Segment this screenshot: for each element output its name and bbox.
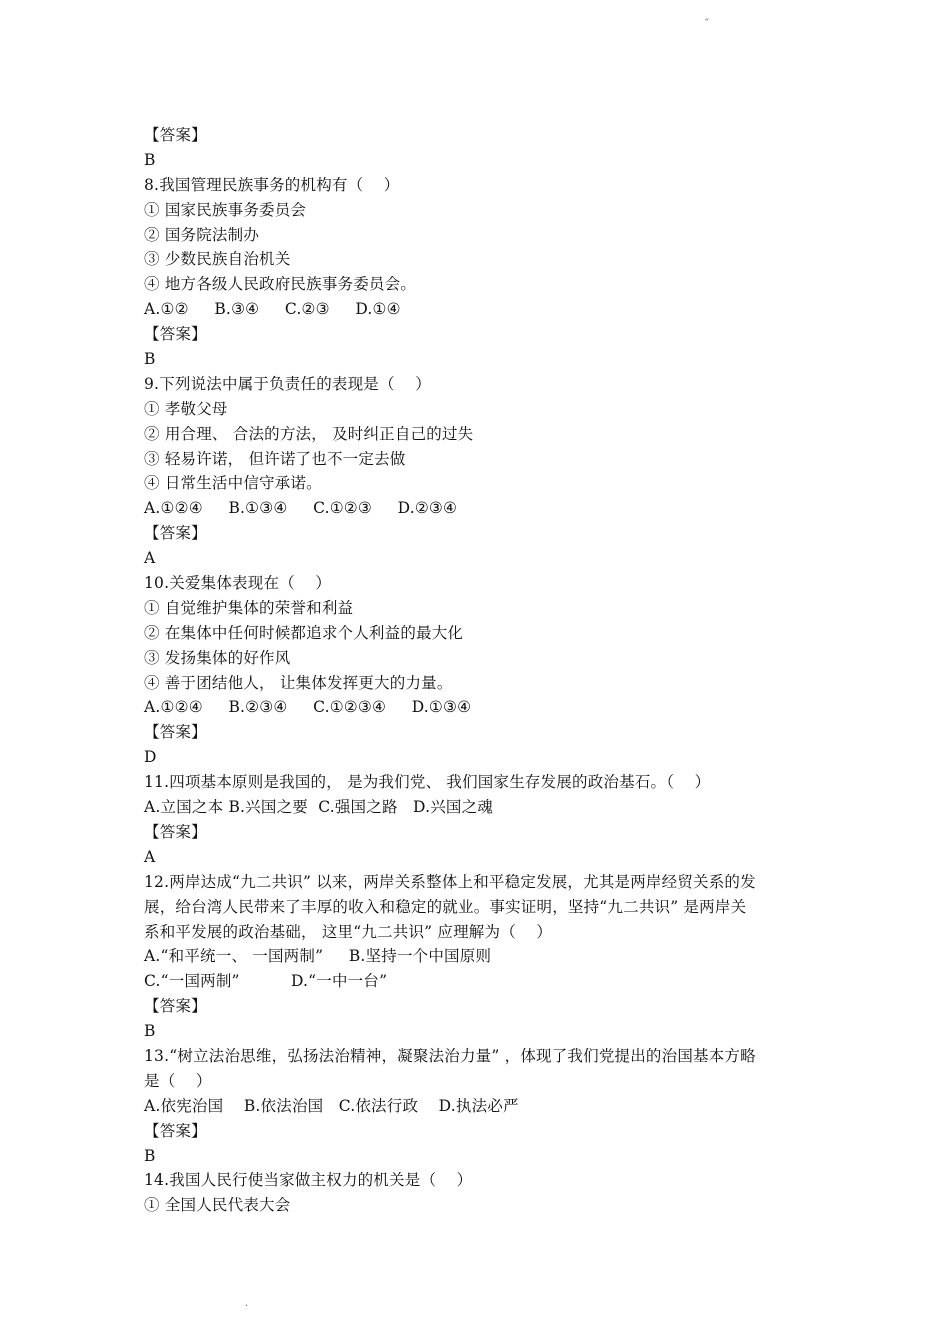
- header-mark: ˝: [704, 19, 709, 30]
- question-12-options-row-2: C.“一国两制” D.“一中一台”: [144, 972, 388, 991]
- question-9-item-2: ② 用合理、 合法的方法， 及时纠正自己的过失: [144, 424, 474, 443]
- answer-heading: 【答案】: [144, 723, 207, 742]
- question-10: 10.关爱集体表现在（ ）: [144, 574, 332, 593]
- answer-heading: 【答案】: [144, 126, 207, 144]
- question-8-item-2: ② 国务院法制办: [144, 225, 260, 244]
- answer-heading: 【答案】: [144, 1121, 207, 1140]
- question-12-line-1: 12.两岸达成“九二共识” 以来，两岸关系整体上和平稳定发展，尤其是两岸经贸关系的发: [144, 872, 756, 891]
- question-14: 14.我国人民行使当家做主权力的机关是（ ）: [144, 1171, 473, 1190]
- question-8-item-4: ④ 地方各级人民政府民族事务委员会。: [144, 275, 417, 294]
- answer-value: A: [144, 549, 156, 568]
- question-9-options: A.①②④ B.①③④ C.①②③ D.②③④: [144, 499, 458, 518]
- question-8-item-3: ③ 少数民族自治机关: [144, 250, 291, 269]
- answer-heading: 【答案】: [144, 822, 207, 841]
- question-10-item-4: ④ 善于团结他人， 让集体发挥更大的力量。: [144, 673, 453, 692]
- answer-value: A: [144, 847, 156, 866]
- question-9-item-3: ③ 轻易许诺， 但许诺了也不一定去做: [144, 449, 406, 468]
- footer-mark: .: [245, 1298, 249, 1309]
- question-12-line-3: 系和平发展的政治基础， 这里“九二共识” 应理解为（ ）: [144, 922, 553, 941]
- question-14-item-1: ① 全国人民代表大会: [144, 1196, 291, 1215]
- question-13-options: A.依宪治国 B.依法治国 C.依法行政 D.执法必严: [144, 1096, 519, 1115]
- question-13-line-1: 13.“树立法治思维，弘扬法治精神，凝聚法治力量” ，体现了我们党提出的治国基本方略: [144, 1046, 756, 1065]
- question-13-line-2: 是（ ）: [144, 1071, 212, 1090]
- question-10-options: A.①②④ B.②③④ C.①②③④ D.①③④: [144, 698, 472, 717]
- question-12-line-2: 展，给台湾人民带来了丰厚的收入和稳定的就业。事实证明，坚持“九二共识” 是两岸关: [144, 897, 747, 916]
- answer-heading: 【答案】: [144, 524, 207, 543]
- answer-value: D: [144, 748, 157, 767]
- question-10-item-3: ③ 发扬集体的好作风: [144, 648, 291, 667]
- question-9: 9.下列说法中属于负责任的表现是（ ）: [144, 374, 431, 393]
- answer-value: B: [144, 350, 156, 369]
- question-10-item-2: ② 在集体中任何时候都追求个人利益的最大化: [144, 623, 464, 642]
- answer-heading: 【答案】: [144, 325, 207, 344]
- answer-value: B: [144, 150, 156, 169]
- question-11: 11.四项基本原则是我国的， 是为我们党、 我们国家生存发展的政治基石。（ ）: [144, 773, 711, 792]
- document-body: [144, 123, 812, 1218]
- question-8-item-1: ① 国家民族事务委员会: [144, 200, 307, 219]
- question-10-item-1: ① 自觉维护集体的荣誉和利益: [144, 598, 354, 617]
- question-9-item-1: ① 孝敬父母: [144, 399, 228, 418]
- question-8: 8.我国管理民族事务的机构有（ ）: [144, 175, 400, 194]
- question-12-options-row-1: A.“和平统一、 一国两制” B.坚持一个中国原则: [144, 947, 492, 966]
- question-8-options: A.①② B.③④ C.②③ D.①④: [144, 300, 401, 319]
- answer-value: B: [144, 1146, 156, 1165]
- answer-value: B: [144, 1022, 156, 1041]
- question-11-options: A.立国之本 B.兴国之要 C.强国之路 D.兴国之魂: [144, 798, 494, 817]
- answer-heading: 【答案】: [144, 997, 207, 1016]
- question-9-item-4: ④ 日常生活中信守承诺。: [144, 474, 322, 493]
